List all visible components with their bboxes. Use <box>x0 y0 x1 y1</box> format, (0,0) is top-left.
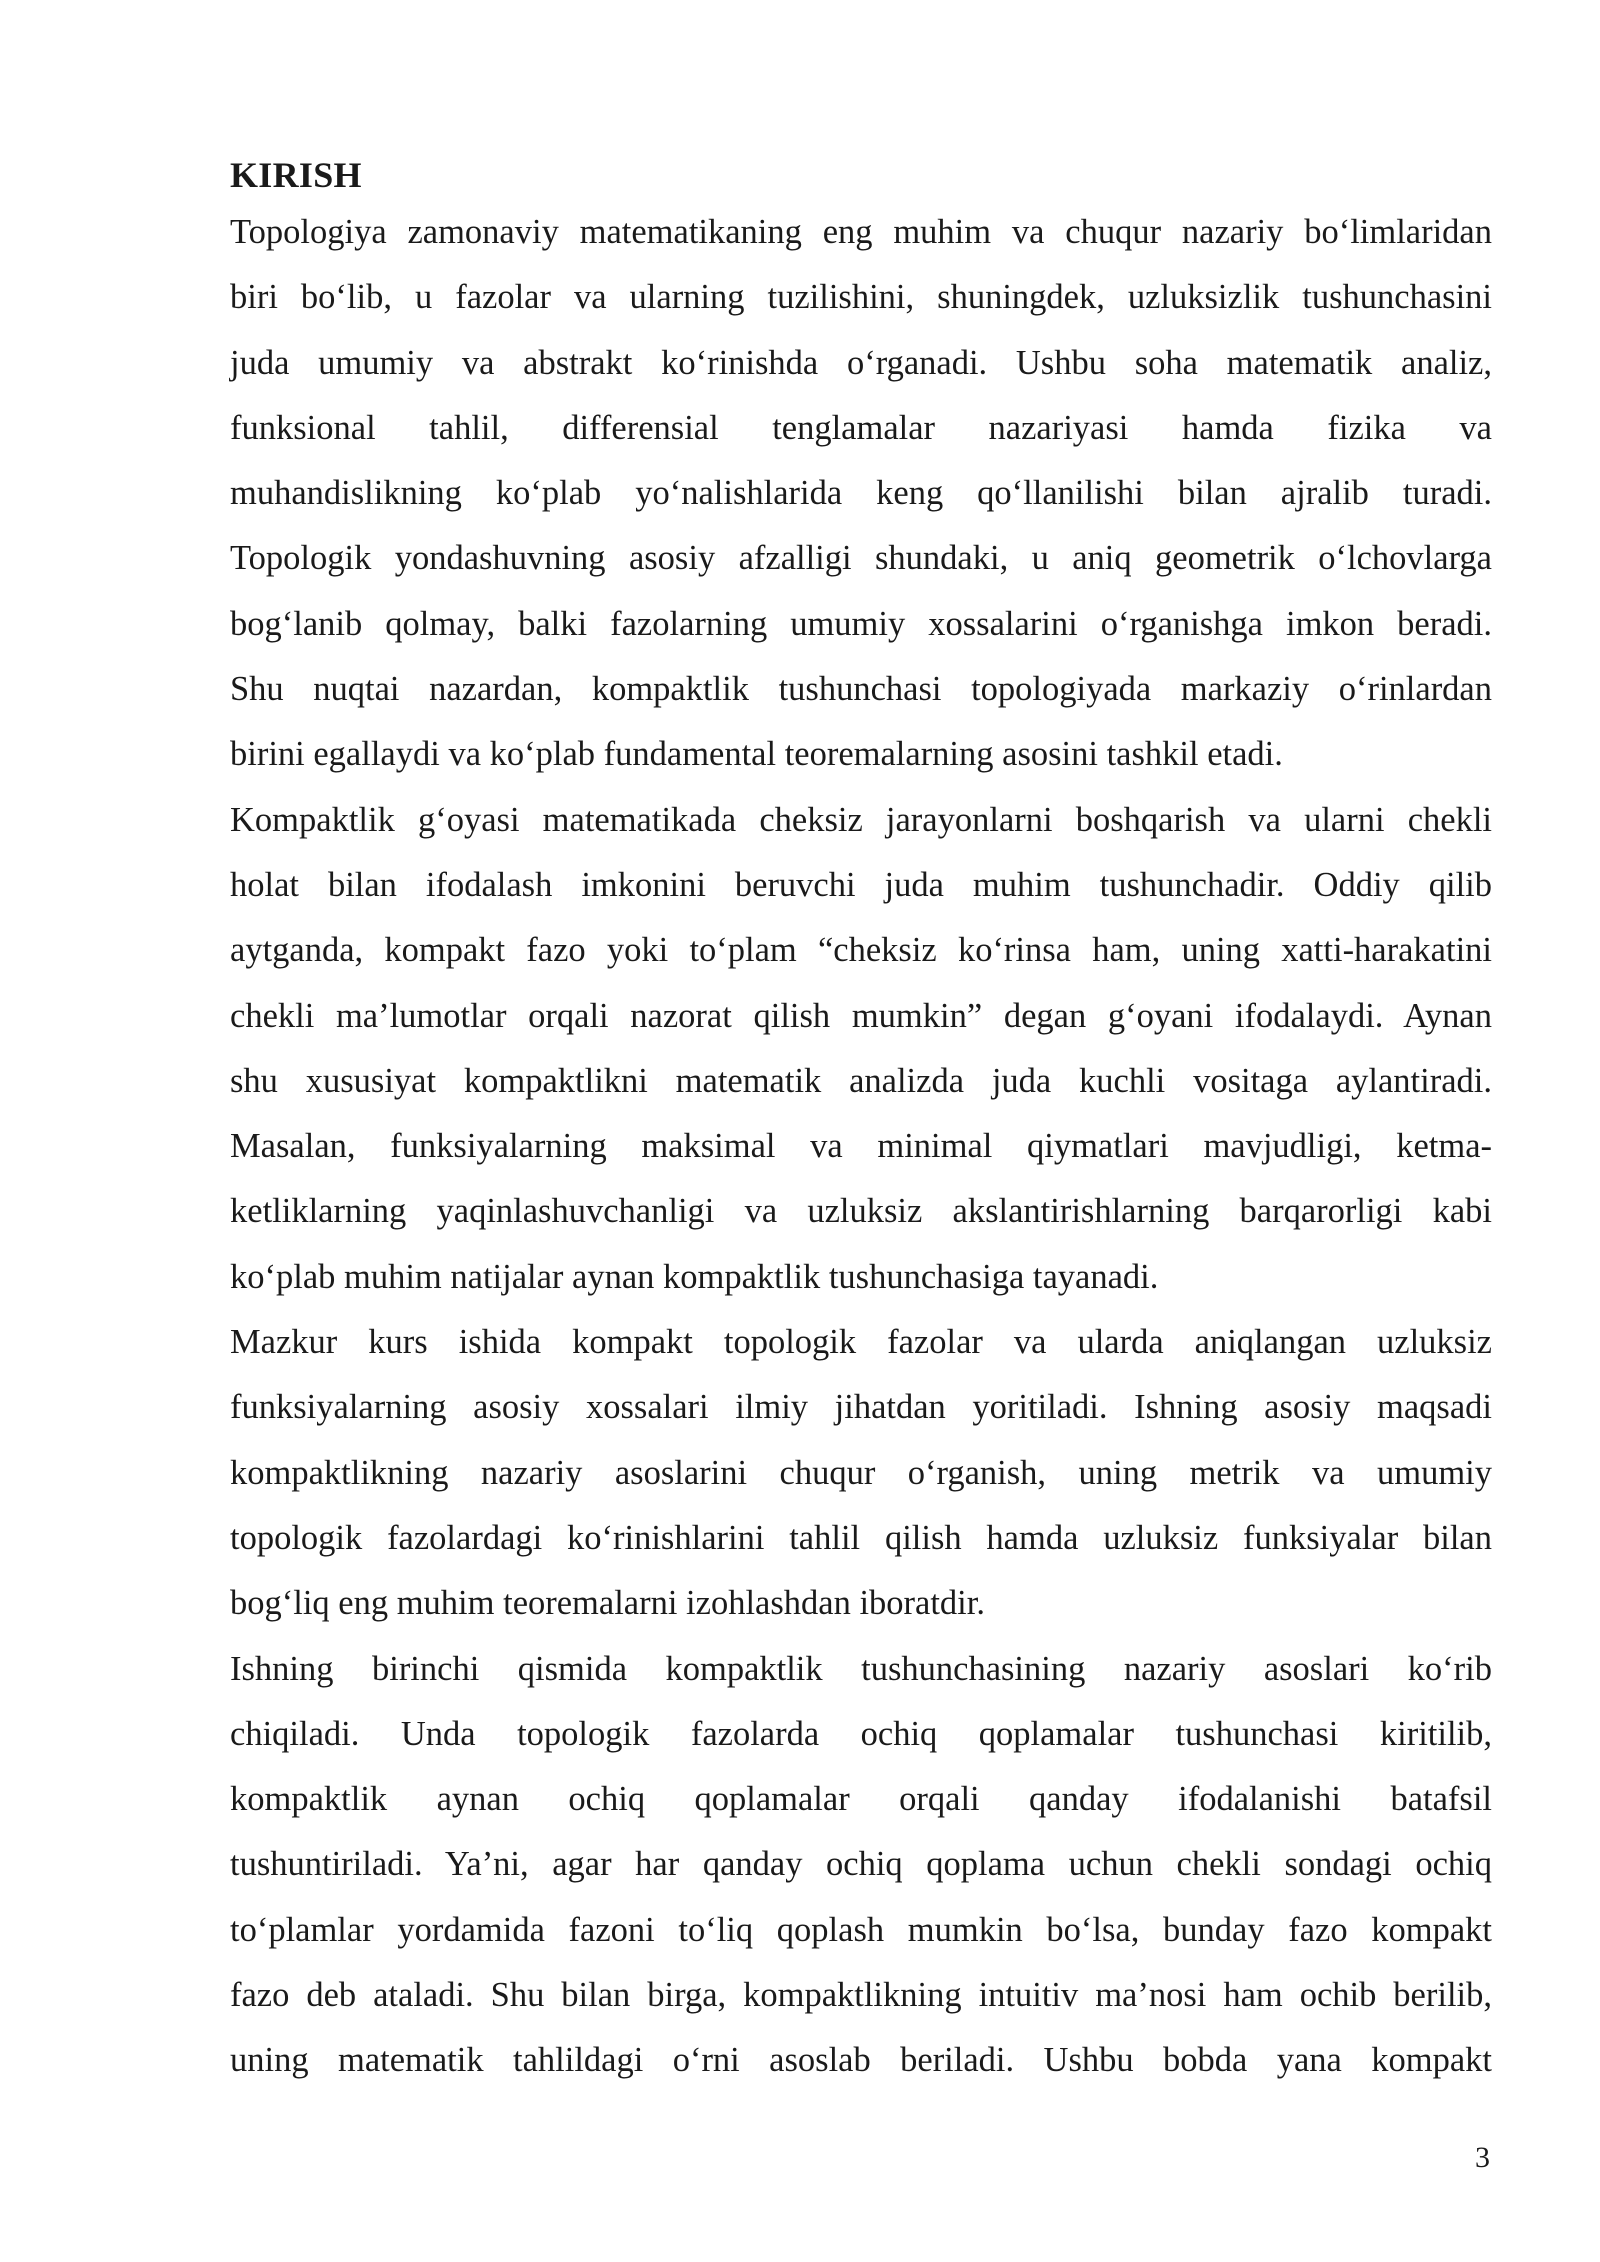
text-line: Mazkur kurs ishida kompakt topologik fazolar va ularda aniqlangan uzluksiz <box>230 1323 1492 1362</box>
text-line: Topologik yondashuvning asosiy afzalligi shundaki, u aniq geometrik o‘lchovlarga <box>230 539 1492 578</box>
page-number: 3 <box>1475 2141 1490 2174</box>
paragraph <box>230 788 1492 1310</box>
text-line: kompaktlik aynan ochiq qoplamalar orqali qanday ifodalanishi batafsil <box>230 1780 1492 1819</box>
text-line: uning matematik tahlildagi o‘rni asoslab beriladi. Ushbu bobda yana kompakt <box>230 2041 1492 2080</box>
text-line: bog‘lanib qolmay, balki fazolarning umumiy xossalarini o‘rganishga imkon beradi. <box>230 604 1492 643</box>
text-line: birini egallaydi va ko‘plab fundamental teoremalarning asosini tashkil etadi. <box>230 735 1283 774</box>
text-line: bog‘liq eng muhim teoremalarni izohlashdan iboratdir. <box>230 1584 985 1623</box>
paragraph <box>230 200 1492 788</box>
text-line: juda umumiy va abstrakt ko‘rinishda o‘rganadi. Ushbu soha matematik analiz, <box>230 343 1492 382</box>
text-line: aytganda, kompakt fazo yoki to‘plam “cheksiz ko‘rinsa ham, uning xatti-harakatini <box>230 931 1492 970</box>
text-line: tushuntiriladi. Ya’ni, agar har qanday ochiq qoplama uchun chekli sondagi ochiq <box>230 1845 1492 1884</box>
text-line: Topologiya zamonaviy matematikaning eng muhim va chuqur nazariy bo‘limlaridan <box>230 213 1492 251</box>
section-heading: KIRISH <box>230 155 362 195</box>
text-line: Kompaktlik g‘oyasi matematikada cheksiz jarayonlarni boshqarish va ularni chekli <box>230 800 1492 839</box>
text-line: holat bilan ifodalash imkonini beruvchi juda muhim tushunchadir. Oddiy qilib <box>230 865 1492 904</box>
paragraphs-container <box>230 200 1492 2094</box>
text-line: chekli ma’lumotlar orqali nazorat qilish mumkin” degan g‘oyani ifodalaydi. Aynan <box>230 996 1492 1035</box>
text-line: shu xususiyat kompaktlikni matematik analizda juda kuchli vositaga aylantiradi. <box>230 1061 1492 1100</box>
page-body <box>230 150 1492 2094</box>
text-line: Ishning birinchi qismida kompaktlik tushunchasining nazariy asoslari ko‘rib <box>230 1649 1492 1688</box>
text-line: muhandislikning ko‘plab yo‘nalishlarida keng qo‘llanilishi bilan ajralib turadi. <box>230 474 1492 513</box>
text-line: chiqiladi. Unda topologik fazolarda ochiq qoplamalar tushunchasi kiritilib, <box>230 1714 1492 1753</box>
text-line: topologik fazolardagi ko‘rinishlarini tahlil qilish hamda uzluksiz funksiyalar bilan <box>230 1518 1492 1557</box>
text-line: funksiyalarning asosiy xossalari ilmiy jihatdan yoritiladi. Ishning asosiy maqsadi <box>230 1388 1492 1427</box>
text-line: Shu nuqtai nazardan, kompaktlik tushunchasi topologiyada markaziy o‘rinlardan <box>230 670 1492 709</box>
text-line: funksional tahlil, differensial tenglamalar nazariyasi hamda fizika va <box>230 408 1492 447</box>
paragraph <box>230 1637 1492 2094</box>
text-line: to‘plamlar yordamida fazoni to‘liq qoplash mumkin bo‘lsa, bunday fazo kompakt <box>230 1910 1492 1949</box>
text-line: fazo deb ataladi. Shu bilan birga, kompaktlikning intuitiv ma’nosi ham ochib berilib, <box>230 1976 1492 2015</box>
text-line: biri bo‘lib, u fazolar va ularning tuzilishini, shuningdek, uzluksizlik tushunchasini <box>230 278 1492 317</box>
text-line: ko‘plab muhim natijalar aynan kompaktlik tushunchasiga tayanadi. <box>230 1257 1159 1296</box>
text-line: kompaktlikning nazariy asoslarini chuqur o‘rganish, uning metrik va umumiy <box>230 1453 1492 1492</box>
paragraph <box>230 1310 1492 1636</box>
text-line: Masalan, funksiyalarning maksimal va minimal qiymatlari mavjudligi, ketma- <box>230 1127 1492 1166</box>
text-line: ketliklarning yaqinlashuvchanligi va uzluksiz akslantirishlarning barqarorligi kabi <box>230 1192 1492 1231</box>
